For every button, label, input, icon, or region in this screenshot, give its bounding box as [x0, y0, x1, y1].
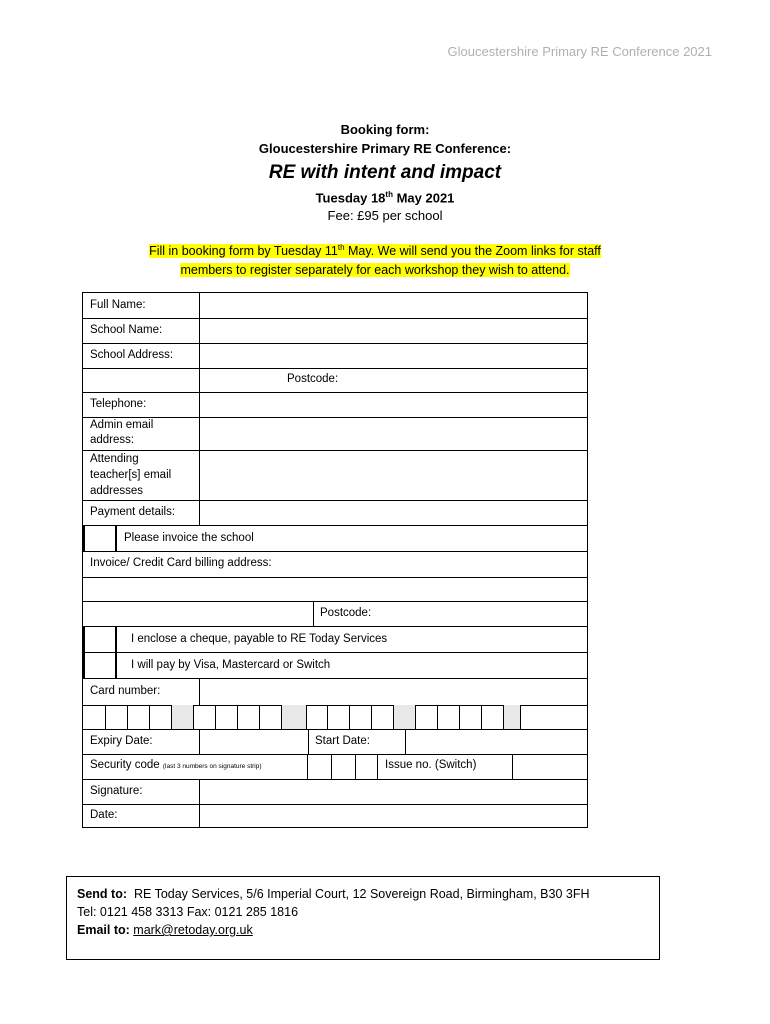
card-pay-label: I will pay by Visa, Mastercard or Switch: [131, 659, 331, 671]
title-block: [0, 120, 770, 225]
email-link[interactable]: mark@retoday.org.uk: [133, 923, 253, 937]
teacher-emails-label: Attending teacher[s] email addresses: [90, 453, 172, 497]
invoice-school-checkbox[interactable]: [83, 525, 117, 551]
conference-title: RE with intent and impact: [268, 162, 502, 183]
instructions-line-1: Fill in booking form by Tuesday 11th May. We will send you the Zoom links for staff: [149, 243, 601, 259]
expiry-date-label: Expiry Date:: [90, 735, 153, 747]
send-address-line: Send to: RE Today Services, 5/6 Imperial Court, 12 Sovereign Road, Birmingham, B30 3FH: [77, 887, 590, 901]
row-billing-postcode: [83, 601, 587, 627]
telephone-label: Telephone:: [90, 398, 147, 410]
booking-form-heading: Booking form:: [340, 122, 430, 137]
send-email-line: Email to: mark@retoday.org.uk: [77, 923, 253, 937]
row-card-pay: [83, 652, 587, 679]
admin-email-label: Admin email address:: [90, 419, 154, 446]
full-name-label: Full Name:: [90, 299, 146, 311]
security-code-label: Security code (last 3 numbers on signature strip): [90, 759, 262, 771]
row-card-number: [83, 678, 587, 706]
row-admin-email: [83, 417, 587, 451]
admin-email-field[interactable]: [200, 417, 587, 450]
row-school-postcode: [83, 368, 587, 393]
row-dates: [83, 729, 587, 755]
card-pay-checkbox[interactable]: [83, 652, 117, 678]
send-phone-line: Tel: 0121 458 3313 Fax: 0121 285 1816: [77, 905, 299, 919]
start-date-label: Start Date:: [315, 735, 370, 747]
school-address-label: School Address:: [90, 349, 174, 361]
billing-address-field[interactable]: [83, 577, 587, 602]
row-invoice-school: [83, 525, 587, 552]
school-address-field[interactable]: [200, 343, 587, 368]
school-postcode-field[interactable]: [200, 368, 587, 392]
conference-date: Tuesday 18th May 2021: [315, 190, 455, 206]
date-label: Date:: [90, 809, 118, 821]
invoice-school-label: Please invoice the school: [124, 532, 254, 544]
instructions-line-2: members to register separately for each workshop they wish to attend.: [180, 263, 570, 278]
card-number-label: Card number:: [90, 685, 161, 697]
telephone-field[interactable]: [200, 392, 587, 417]
row-cheque: [83, 626, 587, 653]
row-date: [83, 804, 587, 827]
cheque-checkbox[interactable]: [83, 626, 117, 652]
full-name-field[interactable]: [200, 293, 587, 318]
row-school-address: [83, 343, 587, 369]
billing-address-line-field[interactable]: [83, 601, 313, 626]
school-name-label: School Name:: [90, 324, 163, 336]
teacher-emails-field[interactable]: [200, 450, 587, 500]
payment-details-label: Payment details:: [90, 506, 176, 518]
row-signature: [83, 779, 587, 805]
cheque-label: I enclose a cheque, payable to RE Today Services: [131, 633, 388, 645]
signature-label: Signature:: [90, 785, 143, 797]
header-note: Gloucestershire Primary RE Conference 2021: [447, 44, 712, 59]
security-code-note: (last 3 numbers on signature strip): [162, 763, 262, 770]
booking-form-table: [82, 292, 588, 828]
row-billing-address: [83, 551, 587, 578]
row-teacher-emails: [83, 450, 587, 501]
expiry-date-field[interactable]: [200, 729, 308, 754]
billing-address-label: Invoice/ Credit Card billing address:: [90, 557, 272, 569]
date-field[interactable]: [200, 804, 587, 827]
fee-text: Fee: £95 per school: [327, 208, 443, 224]
row-full-name: [83, 293, 587, 319]
card-digits-row[interactable]: [83, 705, 587, 730]
issue-no-field[interactable]: [513, 754, 587, 779]
instructions: [60, 238, 690, 280]
school-postcode-label: Postcode:: [287, 373, 339, 385]
start-date-field[interactable]: [406, 729, 587, 754]
send-to-box: [66, 876, 660, 960]
signature-field[interactable]: [200, 779, 587, 804]
school-name-field[interactable]: [200, 318, 587, 343]
conference-name: Gloucestershire Primary RE Conference:: [258, 141, 512, 156]
issue-no-label: Issue no. (Switch): [385, 759, 477, 771]
row-telephone: [83, 392, 587, 418]
billing-postcode-label: Postcode:: [320, 607, 372, 619]
security-code-field[interactable]: [308, 754, 377, 779]
row-security: [83, 754, 587, 780]
row-payment-details: [83, 500, 587, 526]
row-school-name: [83, 318, 587, 344]
